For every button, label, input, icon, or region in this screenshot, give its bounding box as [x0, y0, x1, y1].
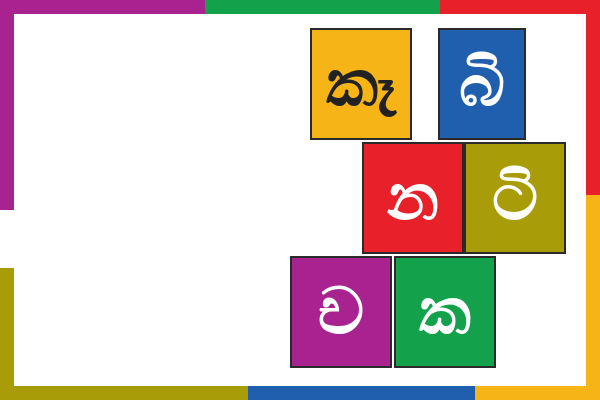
- logo-tile-cha: [290, 256, 392, 368]
- logo-tile-ti: [464, 142, 566, 254]
- logo-letter-ka: ක: [419, 275, 471, 349]
- logo-letter-ke: කෑ: [326, 47, 396, 121]
- border-bottom-olive: [0, 386, 248, 400]
- logo-tile-ke: [310, 28, 412, 140]
- border-top-purple: [0, 0, 205, 14]
- logo-letter-na: න: [387, 161, 439, 235]
- logo-tile-ka: [394, 256, 496, 368]
- border-left-olive: [0, 268, 14, 400]
- logo-tile-bi: [438, 28, 526, 140]
- border-bottom-blue: [248, 386, 475, 400]
- border-right-red: [586, 0, 600, 195]
- logo-letter-cha: ච: [317, 275, 365, 349]
- border-bottom-yellow: [475, 386, 600, 400]
- border-top-red: [440, 0, 600, 14]
- border-right-yellow: [586, 195, 600, 400]
- logo-letter-ti: ටි: [491, 161, 539, 235]
- border-left-purple: [0, 0, 14, 210]
- logo-tile-na: [362, 142, 464, 254]
- logo-letter-bi: බි: [459, 47, 505, 121]
- border-top-green: [205, 0, 440, 14]
